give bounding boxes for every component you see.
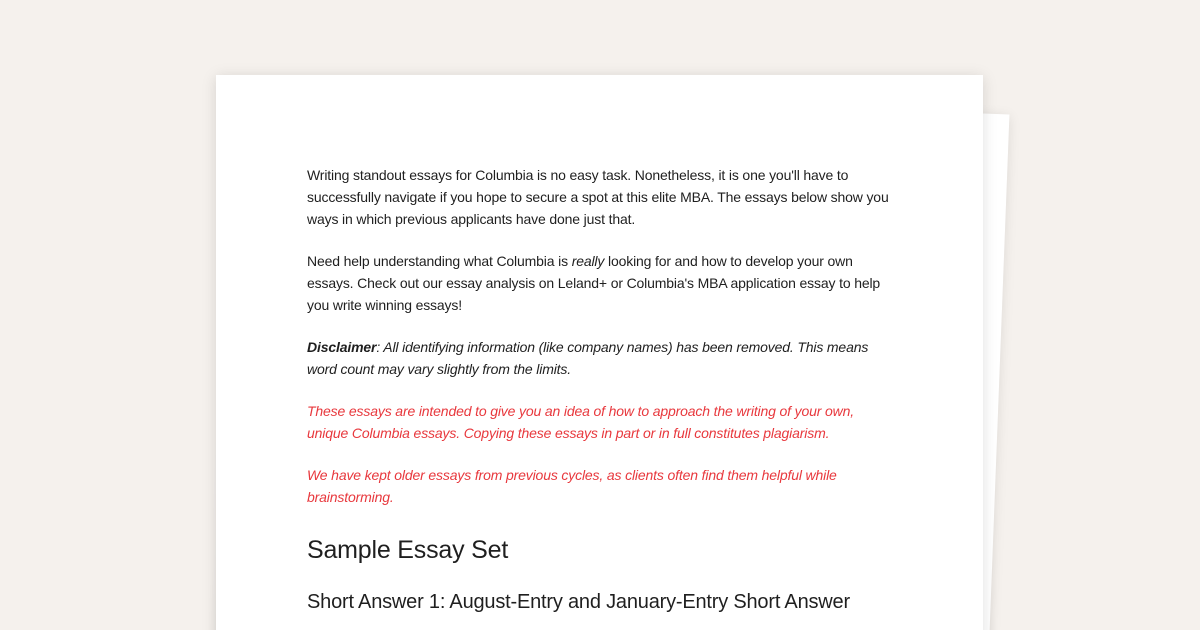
help-text-start: Need help understanding what Columbia is	[307, 253, 572, 269]
older-essays-note: We have kept older essays from previous cycles, as clients often find them helpful while brainstorming.	[307, 467, 837, 505]
document-content	[307, 164, 897, 616]
intro-paragraph: Writing standout essays for Columbia is no easy task. Nonetheless, it is one you'll have to successfully navigate if you hope to secure a spot at this elite MBA. The essays below show you ways in which previous applicants have done just that.	[307, 167, 889, 227]
subsection-heading: Short Answer 1: August-Entry and January-Entry Short Answer	[307, 591, 850, 613]
help-paragraph	[307, 250, 897, 316]
section-heading: Sample Essay Set	[307, 536, 509, 564]
document-page	[216, 75, 983, 630]
disclaimer-paragraph	[307, 336, 897, 380]
disclaimer-label: Disclaimer	[307, 339, 377, 355]
plagiarism-warning: These essays are intended to give you an idea of how to approach the writing of your own, unique Columbia essays. Copying these essays in part or in full constitutes plagiarism.	[307, 403, 854, 441]
help-text-end: looking for and how to develop your own essays. Check out our essay analysis on Leland+ or Columbia's MBA application essay to help you write winning essays!	[307, 253, 881, 313]
help-emphasis: really	[571, 253, 605, 269]
disclaimer-text: : All identifying information (like company names) has been removed. This means word count may vary slightly from the limits.	[307, 339, 869, 377]
